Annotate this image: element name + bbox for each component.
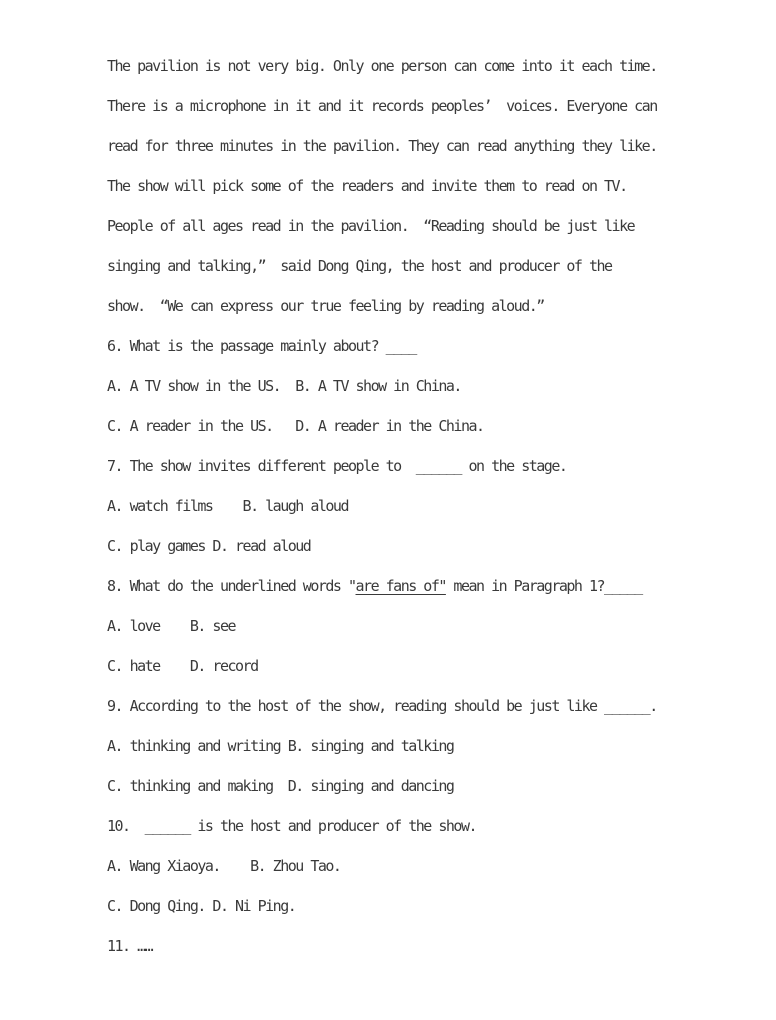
text-run: 11. ……	[107, 937, 153, 955]
text-run: C. thinking and making D. singing and dancing	[107, 777, 454, 795]
text-run: singing and talking,” said Dong Qing, the host and producer of the	[107, 257, 612, 275]
text-run: A. thinking and writing B. singing and talking	[107, 737, 454, 755]
passage-line	[107, 246, 707, 286]
document-text-block	[107, 46, 707, 966]
text-run: There is a microphone in it and it records peoples’ voices. Everyone can	[107, 97, 657, 115]
question-6-options-ab	[107, 366, 707, 406]
text-run: 8. What do the underlined words "	[107, 577, 356, 595]
question-7-stem	[107, 446, 707, 486]
passage-line	[107, 286, 707, 326]
question-11-stem	[107, 926, 707, 966]
question-8-options-cd	[107, 646, 707, 686]
text-run: A. love B. see	[107, 617, 236, 635]
text-run: A. A TV show in the US. B. A TV show in China.	[107, 377, 461, 395]
passage-line	[107, 86, 707, 126]
text-run: read for three minutes in the pavilion. They can read anything they like.	[107, 137, 657, 155]
text-run: 6. What is the passage mainly about? ____	[107, 337, 416, 355]
question-10-options-cd	[107, 886, 707, 926]
question-7-options-cd	[107, 526, 707, 566]
passage-line	[107, 46, 707, 86]
passage-line	[107, 126, 707, 166]
text-run: 7. The show invites different people to ______ on the stage.	[107, 457, 567, 475]
text-run: C. Dong Qing. D. Ni Ping.	[107, 897, 296, 915]
question-8-stem	[107, 566, 707, 606]
underlined-words: are fans of"	[355, 577, 446, 595]
text-run: A. watch films B. laugh aloud	[107, 497, 348, 515]
text-run: The pavilion is not very big. Only one person can come into it each time.	[107, 57, 657, 75]
text-run: The show will pick some of the readers and invite them to read on TV.	[107, 177, 627, 195]
question-9-stem	[107, 686, 707, 726]
text-run: 9. According to the host of the show, reading should be just like ______.	[107, 697, 657, 715]
text-run: mean in Paragraph 1?_____	[445, 577, 642, 595]
text-run: C. A reader in the US. D. A reader in the China.	[107, 417, 484, 435]
text-run: People of all ages read in the pavilion. “Reading should be just like	[107, 217, 635, 235]
text-run: C. play games D. read aloud	[107, 537, 311, 555]
question-7-options-ab	[107, 486, 707, 526]
question-6-options-cd	[107, 406, 707, 446]
question-6-stem	[107, 326, 707, 366]
question-9-options-cd	[107, 766, 707, 806]
text-run: show. “We can express our true feeling by reading aloud.”	[107, 297, 544, 315]
text-run: C. hate D. record	[107, 657, 258, 675]
passage-line	[107, 166, 707, 206]
question-9-options-ab	[107, 726, 707, 766]
passage-line	[107, 206, 707, 246]
text-run: A. Wang Xiaoya. B. Zhou Tao.	[107, 857, 341, 875]
text-run: 10. ______ is the host and producer of the show.	[107, 817, 477, 835]
question-10-stem	[107, 806, 707, 846]
question-8-options-ab	[107, 606, 707, 646]
question-10-options-ab	[107, 846, 707, 886]
